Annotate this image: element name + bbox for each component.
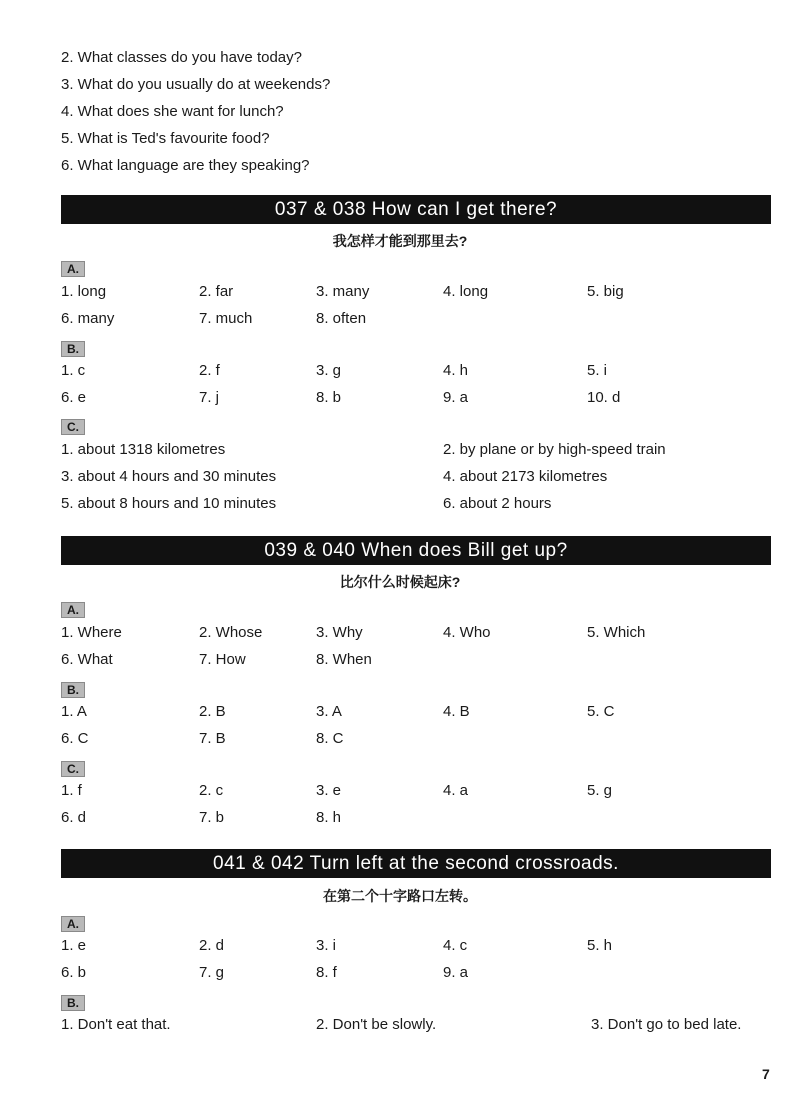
answer: 6. C — [61, 730, 89, 747]
answer: 2. far — [199, 283, 234, 300]
answer: 8. h — [316, 809, 342, 826]
answer: 2. Whose — [199, 624, 263, 641]
answer: 4. a — [443, 782, 469, 799]
answer: 4. Who — [443, 624, 491, 641]
answer: 1. about 1318 kilometres — [61, 441, 226, 458]
question-line: 2. What classes do you have today? — [61, 49, 302, 66]
question-line: 5. What is Ted's favourite food? — [61, 130, 270, 147]
answer: 5. C — [587, 703, 615, 720]
answer: 3. i — [316, 937, 337, 954]
section-banner: 037 & 038 How can I get there? — [61, 195, 771, 224]
answer-row — [0, 468, 800, 490]
section-banner: 041 & 042 Turn left at the second crossroads. — [61, 849, 771, 878]
answer-row — [0, 651, 800, 673]
answer: 1. f — [61, 782, 82, 799]
section-banner: 039 & 040 When does Bill get up? — [61, 536, 771, 565]
intro-questions — [61, 44, 330, 179]
answer: 2. d — [199, 937, 225, 954]
answer-row — [0, 964, 800, 986]
answer-row — [0, 703, 800, 725]
answer: 1. c — [61, 362, 86, 379]
group-label: A. — [61, 916, 85, 932]
answer: 4. about 2173 kilometres — [443, 468, 608, 485]
answer: 7. g — [199, 964, 225, 981]
answer: 1. Where — [61, 624, 122, 641]
answer: 1. A — [61, 703, 87, 720]
answer: 6. many — [61, 310, 115, 327]
answer: 3. A — [316, 703, 342, 720]
answer-row — [0, 310, 800, 332]
answer: 6. d — [61, 809, 87, 826]
answer: 8. often — [316, 310, 367, 327]
answer: 1. long — [61, 283, 107, 300]
answer-row — [0, 362, 800, 384]
answer: 1. Don't eat that. — [61, 1016, 171, 1033]
answer: 9. a — [443, 964, 469, 981]
answer: 6. e — [61, 389, 87, 406]
answer: 8. When — [316, 651, 372, 668]
answer: 5. about 8 hours and 10 minutes — [61, 495, 277, 512]
answer: 8. C — [316, 730, 344, 747]
answer: 2. c — [199, 782, 224, 799]
answer: 5. g — [587, 782, 613, 799]
answer: 4. c — [443, 937, 468, 954]
answer: 7. much — [199, 310, 253, 327]
answer: 2. by plane or by high-speed train — [443, 441, 666, 458]
group-label: B. — [61, 995, 85, 1011]
section-subtitle: 比尔什么时候起床? — [339, 574, 461, 590]
answer: 7. How — [199, 651, 246, 668]
answer-row — [0, 495, 800, 517]
section-subtitle: 在第二个十字路口左转。 — [323, 888, 477, 904]
answer-row — [0, 389, 800, 411]
group-label: B. — [61, 682, 85, 698]
group-label: C. — [61, 419, 85, 435]
answer: 3. many — [316, 283, 370, 300]
answer-row — [0, 809, 800, 831]
answer-row — [0, 1016, 800, 1038]
answer: 2. Don't be slowly. — [316, 1016, 437, 1033]
answer: 6. What — [61, 651, 113, 668]
answer: 4. B — [443, 703, 470, 720]
answer: 8. f — [316, 964, 337, 981]
answer: 3. e — [316, 782, 342, 799]
question-line: 4. What does she want for lunch? — [61, 103, 284, 120]
answer-row — [0, 937, 800, 959]
answer: 2. f — [199, 362, 220, 379]
answer: 5. i — [587, 362, 608, 379]
answer: 7. b — [199, 809, 225, 826]
answer: 4. h — [443, 362, 469, 379]
group-label: C. — [61, 761, 85, 777]
question-line: 6. What language are they speaking? — [61, 157, 310, 174]
answer-row — [0, 730, 800, 752]
group-label: A. — [61, 602, 85, 618]
answer: 3. g — [316, 362, 342, 379]
answer: 5. Which — [587, 624, 646, 641]
answer-row — [0, 624, 800, 646]
answer: 5. h — [587, 937, 613, 954]
answer-row — [0, 441, 800, 463]
answer-row — [0, 283, 800, 305]
answer: 8. b — [316, 389, 342, 406]
answer: 7. j — [199, 389, 220, 406]
answer: 10. d — [587, 389, 621, 406]
answer: 6. about 2 hours — [443, 495, 552, 512]
answer: 5. big — [587, 283, 624, 300]
answer: 4. long — [443, 283, 489, 300]
question-line: 3. What do you usually do at weekends? — [61, 76, 331, 93]
group-label: B. — [61, 341, 85, 357]
section-subtitle: 我怎样才能到那里去? — [332, 233, 468, 249]
answer: 9. a — [443, 389, 469, 406]
answer: 1. e — [61, 937, 87, 954]
group-label: A. — [61, 261, 85, 277]
answer: 3. Don't go to bed late. — [591, 1016, 742, 1033]
answer: 3. Why — [316, 624, 363, 641]
answer: 2. B — [199, 703, 226, 720]
answer: 3. about 4 hours and 30 minutes — [61, 468, 277, 485]
answer-row — [0, 782, 800, 804]
answer: 6. b — [61, 964, 87, 981]
answer: 7. B — [199, 730, 226, 747]
page-number: 7 — [762, 1066, 770, 1082]
